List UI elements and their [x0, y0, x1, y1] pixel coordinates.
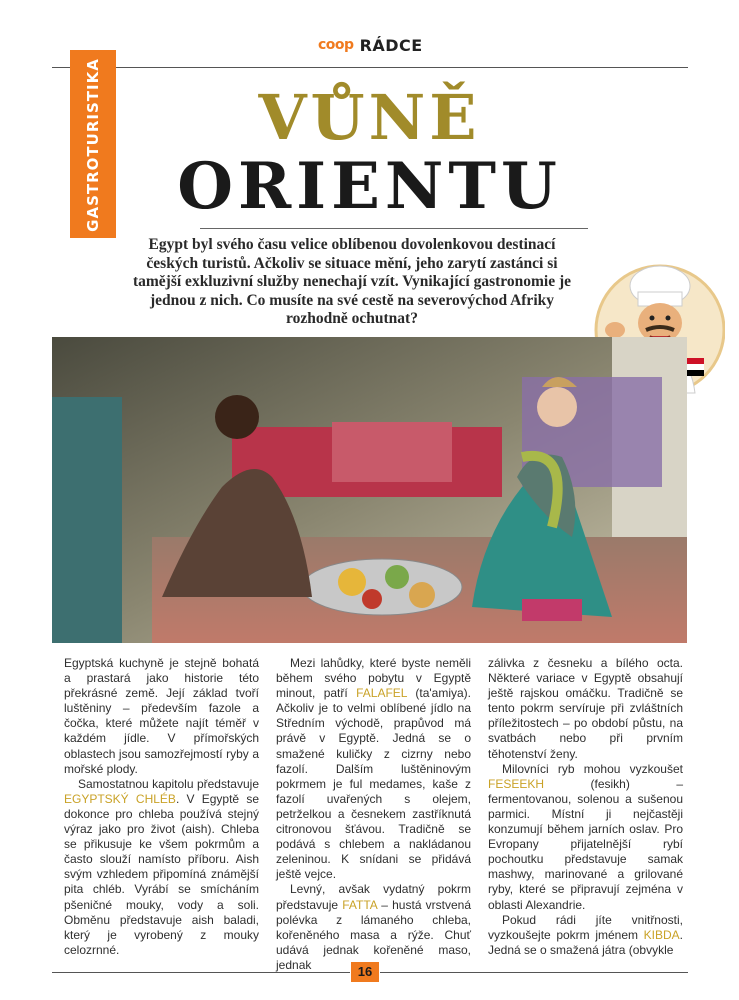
page-number: 16 [351, 962, 379, 982]
lead-paragraph: Egypt byl svého času velice oblíbenou dovolenkovou destinací českých turistů. Ačkoliv se situace mění, jeho zarytí zastánci si tamější exkluzivní služby nenechají vzít. Vynikající gastronomie je jednou z nich. Co musíte na své cestě na severovýchod Afriky rozhodně ochutnat? [132, 236, 571, 327]
header-divider [52, 67, 688, 68]
paragraph [276, 882, 471, 973]
paragraph: zálivka z česneku a bílého octa. Některé variace v Egyptě obsahují ještě rajskou omáčku. Tradičně se tento pokrm servíruje při zvláštních příležitostech – po období půstu, na svatbách nebo při prvním těhotenství ženy. [488, 656, 683, 761]
highlight-term: EGYPTSKÝ CHLÉB [64, 791, 176, 806]
text-run: (fesikh) – fermentovanou, solenou a sušenou parmici. Místní ji nejčastěji konzumují během jarních oslav. Pro Evropany přijatelnější rybí pochoutku představuje samak mashwy, marinované a grilované ryby, které se připravují zejména v oblasti Alexandrie. [488, 776, 683, 912]
section-tab-label: GASTROTURISTIKA [84, 58, 102, 232]
magazine-name: RÁDCE [359, 35, 423, 55]
paragraph [488, 762, 683, 913]
text-run: Pokud rádi jíte vnitřnosti, vyzkoušejte pokrm jménem [488, 912, 683, 942]
paragraph [276, 656, 471, 882]
highlight-term: KIBDA [643, 927, 680, 942]
title-line-1: VŮNĚ [258, 81, 481, 154]
text-run: Mezi lahůdky, které byste neměli během svého pobytu v Egyptě minout, patří [276, 656, 471, 701]
highlight-term: FALAFEL [356, 686, 408, 701]
highlight-term: FATTA [342, 897, 378, 912]
footer-divider-left [52, 972, 350, 973]
body-column-3 [488, 656, 683, 958]
footer-divider-right [380, 972, 688, 973]
paragraph: Egyptská kuchyně je stejně bohatá a prastará jako historie této překrásné země. Její základ tvoří luštěniny – především fazole a čočka, které můžete najít téměř v každém jídle. V přímořských oblastech jsou samozřejmostí ryby a mořské plody. [64, 656, 259, 776]
text-run: Samostatnou kapitolu představuje [78, 776, 259, 791]
paragraph [64, 777, 259, 958]
text-run: . V Egyptě se dokonce pro chleba používá stejný výraz jako pro život (aish). Chleba se přikusuje ke všem pokrmům a často slouží namísto příboru. Aish svým vzhledem připomíná známější pita chléb. Vyrábí se smícháním pšeničné mouky, vody a soli. Obměnu představuje aish baladi, který je vyrobený z mouky celozrnné. [64, 791, 259, 957]
title-line-2: ORIENTU [177, 149, 562, 224]
text-run: – hustá vrstvená polévka z lámaného chleba, kořeněného masa a rýže. Chuť udává jednak kořeněné maso, jednak [276, 897, 472, 972]
coop-logo: coop [318, 37, 354, 53]
paragraph [488, 913, 683, 958]
text-run: (ta'amiya). Ačkoliv je to velmi oblíbené jídlo na Středním východě, prapůvod má právě v Egyptě. Jedná se o smažené kuličky z cizrny nebo fazolí. Dalším luštěninovým pokrmem je ful medames, kaše z fazolí uvařených s olejem, petrželkou a česnekem zastříknutá citronovou šťávou. Tradičně se podává s chlebem a nakládanou zeleninou. K snídani se přidává ještě vejce. [276, 686, 472, 882]
text-run: Milovníci ryb mohou vyzkoušet [502, 761, 683, 776]
brand [318, 34, 423, 56]
title-divider [200, 228, 588, 229]
hero-photo [52, 337, 687, 643]
text-run: . Jedná se o smažená játra (obvykle [488, 927, 683, 957]
body-column-1 [64, 656, 259, 958]
text-run: Levný, avšak vydatný pokrm představuje [276, 882, 471, 912]
highlight-term: FESEEKH [488, 776, 545, 791]
body-column-2 [276, 656, 471, 973]
